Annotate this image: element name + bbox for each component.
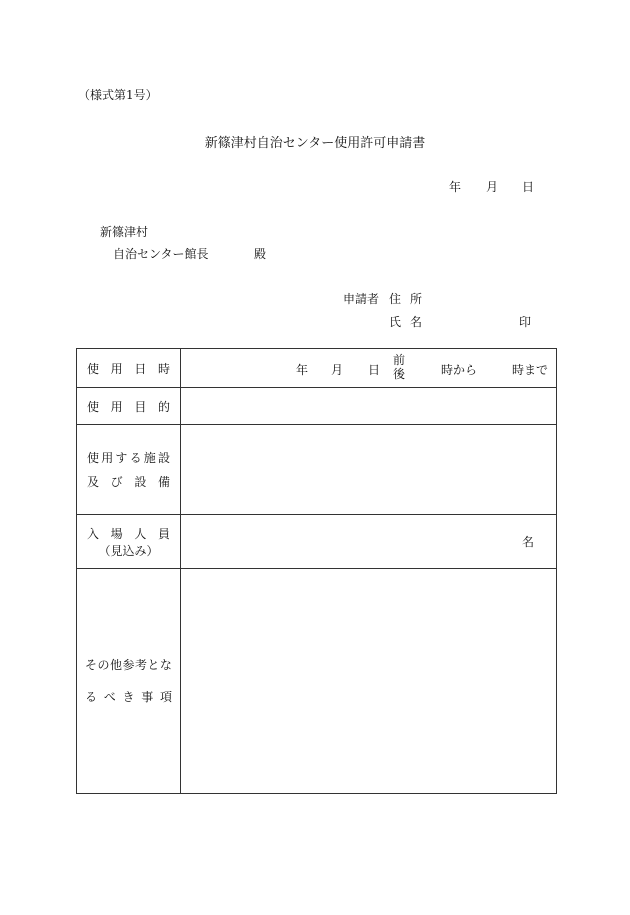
usage-datetime-row xyxy=(77,349,557,388)
usage-day-label: 日 xyxy=(368,363,381,377)
addressee-honorific: 殿 xyxy=(254,247,267,261)
usage-month-label: 月 xyxy=(331,363,344,377)
remarks-label: そ の 他 参 考 と な る べ き 事 項 xyxy=(77,569,181,794)
attendance-estimate-label: （見込み） xyxy=(98,543,159,558)
attendance-label: 入 場 人 員 （見込み） xyxy=(77,515,181,569)
form-number: （様式第1号） xyxy=(78,88,158,102)
seal-label: 印 xyxy=(519,315,532,329)
applicant-label: 申請者 xyxy=(343,292,380,306)
am-label: 前 xyxy=(393,353,406,367)
remarks-field[interactable] xyxy=(181,569,557,794)
usage-datetime-label: 使 用 日 時 xyxy=(77,349,181,388)
pm-label: 後 xyxy=(393,367,406,381)
addressee-title: 自治センター館長 xyxy=(113,247,209,261)
date-day-label: 日 xyxy=(522,180,535,194)
usage-datetime-field[interactable] xyxy=(181,349,557,388)
usage-year-label: 年 xyxy=(296,363,309,377)
document-title: 新篠津村自治センター使用許可申請書 xyxy=(204,136,426,151)
date-year-label: 年 xyxy=(449,180,462,194)
facilities-label: 使 用 す る 施 設 及 び 設 備 xyxy=(77,425,181,515)
application-form-table xyxy=(76,348,557,794)
facilities-field[interactable] xyxy=(181,425,557,515)
remarks-row xyxy=(77,569,557,794)
am-pm-selector[interactable] xyxy=(393,353,405,381)
usage-purpose-row xyxy=(77,388,557,425)
addressee-organization: 新篠津村 xyxy=(100,225,149,239)
time-from-label: 時から xyxy=(441,363,478,377)
date-month-label: 月 xyxy=(486,180,499,194)
attendance-field[interactable] xyxy=(181,515,557,569)
time-until-label: 時まで xyxy=(512,363,549,377)
attendance-row xyxy=(77,515,557,569)
usage-purpose-field[interactable] xyxy=(181,388,557,425)
facilities-row xyxy=(77,425,557,515)
address-label: 住所 xyxy=(389,292,432,306)
attendance-unit: 名 xyxy=(521,535,534,549)
name-label: 氏名 xyxy=(389,315,432,329)
usage-purpose-label: 使 用 目 的 xyxy=(77,388,181,425)
